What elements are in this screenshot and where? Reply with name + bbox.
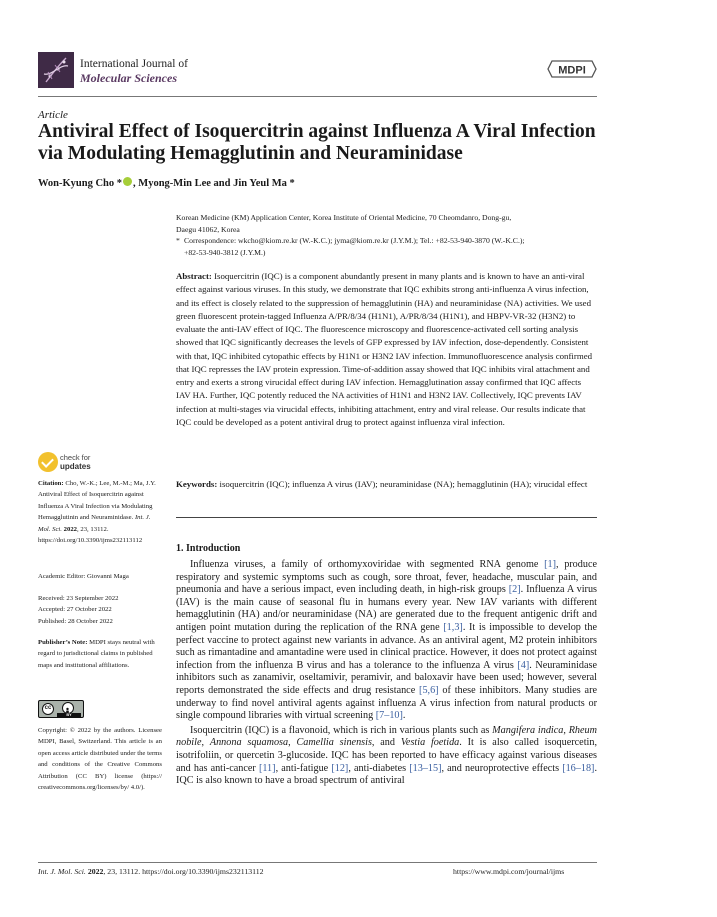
text-run: , produce respiratory and systemic symptoms such as cough, sore throat, fever, headache, muscular pain, and pneumonia and have a serious impact, even including death, in high-risk groups — [176, 559, 597, 596]
reference-link[interactable]: [7–10] — [375, 710, 403, 722]
author-list: Won-Kyung Cho * , Myong-Min Lee and Jin Yeul Ma * — [38, 178, 295, 189]
text-run: , — [288, 737, 297, 749]
keywords — [176, 478, 597, 491]
abstract — [176, 270, 597, 429]
species-name: Rheum nobile — [176, 724, 597, 749]
mdpi-logo-text: MDPI — [558, 64, 586, 77]
reference-link[interactable]: [16–18] — [562, 762, 595, 774]
text-run: , anti-fatigue — [275, 762, 332, 774]
text-run: , and neuroprotective effects — [441, 762, 563, 774]
correspondence — [176, 235, 596, 258]
footer-journal: Int. J. Mol. Sci. — [38, 867, 86, 876]
cc-by-license-icon[interactable] — [38, 700, 84, 718]
copyright-notice: Copyright: © 2022 by the authors. Licensee MDPI, Basel, Switzerland. This article is an open access article distributed under the terms and conditions of the Creative Commons Attribution (CC BY) license (https:// creativecommons.org/licenses/by/ 4.0/). — [38, 727, 162, 792]
text-run: of these inhibitors. Many studies are underway to find novel antiviral agents against influenza A virus infection from natural products or single compound libraries with virtual screening — [176, 684, 597, 722]
footer-divider — [38, 862, 597, 863]
reference-link[interactable]: [5,6] — [419, 684, 439, 696]
author-first: Won-Kyung Cho * — [38, 178, 123, 189]
species-name: Mangifera indica — [492, 724, 564, 736]
intro-paragraph-2 — [176, 725, 597, 788]
cc-icon: cc — [42, 703, 54, 715]
accepted-date: Accepted: 27 October 2022 — [38, 606, 112, 614]
academic-editor: Academic Editor: Giovanni Maga — [38, 573, 129, 580]
correspondence-line2: +82-53-940-3812 (J.Y.M.) — [184, 247, 266, 257]
text-run: , anti-diabetes — [348, 762, 410, 774]
species-name: Camellia sinensis — [296, 737, 372, 749]
abstract-label: Abstract: — [176, 271, 212, 281]
publisher-note-label: Publisher’s Note: — [38, 639, 88, 646]
text-run: . Influenza A virus (IAV) is the main cause of seasonal flu in humans every year. New IAV variants with different hemagglutinin (HA) and/or neuraminidase (NA) are generated due to the frequent antigenic drift and antigen point mutation during the replication of the RNA gene — [176, 584, 597, 633]
keywords-label: Keywords: — [176, 479, 218, 489]
by-label: BY — [57, 713, 81, 717]
mdpi-logo-icon — [546, 58, 598, 85]
citation-tail[interactable]: , 23, 13112. https://doi.org/10.3390/ijms232113112 — [38, 525, 143, 545]
text-run: Influenza viruses, a family of orthomyxoviridae with segmented RNA genome — [190, 559, 545, 570]
text-run: , and — [371, 737, 401, 749]
text-run: . It is impossible to develop the perfect vaccine to protect against new variants in advance. As an antiviral agent, M2 protein inhibitors such as rimantadine and amantadine were used in clinical practice. However, it does not protect against infection from the influenza B virus and has a tolerance to the influenza A virus — [176, 621, 597, 671]
affiliation-line1: Korean Medicine (KM) Application Center, Korea Institute of Oriental Medicine, 70 Cheomdanro, Dong-gu, — [176, 213, 512, 222]
keywords-text: isoquercitrin (IQC); influenza A virus (IAV); neuraminidase (NA); hemagglutinin (HA); virucidal effect — [219, 479, 588, 489]
correspondence-mark: * — [176, 236, 180, 246]
reference-link[interactable]: [4] — [517, 659, 530, 671]
article-title: Antiviral Effect of Isoquercitrin against Influenza A Viral Infection via Modulating Hemagglutinin and Neuraminidase — [38, 121, 596, 164]
footer-year: 2022 — [87, 867, 104, 876]
correspondence-line1: Correspondence: wkcho@kiom.re.kr (W.-K.C.); jyma@kiom.re.kr (J.Y.M.); Tel.: +82-53-940-3870 (W.-K.C.); — [184, 236, 525, 246]
affiliation-line2: Daegu 41062, Korea — [176, 224, 240, 234]
orcid-icon[interactable] — [123, 177, 132, 186]
sidebar-citation — [38, 478, 162, 546]
intro-paragraph-1 — [176, 559, 597, 723]
reference-link[interactable]: [2] — [508, 584, 521, 596]
journal-logo-icon — [38, 52, 74, 88]
species-name: Annona squamosa — [209, 737, 289, 749]
introduction-body — [176, 559, 597, 790]
text-run: , — [201, 737, 210, 749]
citation-text: Cho, W.-K.; Lee, M.-M.; Ma, J.Y. Antiviral Effect of Isoquercitrin against Influenza A Viral Infection via Modulating Hemagglutinin and Neuraminidase. — [38, 480, 156, 522]
reference-link[interactable]: [1,3] — [443, 621, 463, 633]
published-date: Published: 28 October 2022 — [38, 617, 113, 625]
text-run: , — [563, 724, 569, 736]
species-name: Vestia foetida — [400, 737, 460, 749]
check-line2: updates — [60, 461, 91, 471]
text-run: Isoquercitrin (IQC) is a flavonoid, which is rich in various plants such as — [190, 724, 493, 736]
affiliation-block — [176, 212, 596, 258]
check-for-updates-button[interactable] — [38, 452, 128, 474]
text-run: . — [402, 710, 406, 722]
text-run: . IQC is also known to have a broad spectrum of antiviral — [176, 762, 597, 787]
text-run: . It is also called isoquercetin, isotrifoliin, or quercetin 3-glucoside. IQC has been reported to have efficacy against various diseases and has anti-cancer — [176, 737, 598, 774]
header-divider — [38, 96, 597, 97]
footer-citation — [38, 867, 264, 876]
check-line1: check for — [60, 453, 91, 462]
sidebar-dates — [38, 593, 162, 627]
reference-link[interactable]: [13–15] — [409, 762, 442, 774]
abstract-divider — [176, 517, 597, 518]
article-type: Article — [38, 109, 68, 121]
author-rest: Myong-Min Lee and Jin Yeul Ma * — [138, 178, 295, 189]
publisher-note — [38, 637, 162, 671]
check-for-updates-label — [60, 454, 91, 471]
citation-label: Citation: — [38, 480, 64, 487]
publisher-note-text: MDPI stays neutral with regard to jurisdictional claims in published maps and institutional affiliations. — [38, 639, 155, 669]
journal-line2: Molecular Sciences — [80, 71, 177, 85]
footer-doi[interactable]: , 23, 13112. https://doi.org/10.3390/ijms232113112 — [103, 867, 264, 876]
journal-name — [80, 57, 188, 85]
abstract-text: Isoquercitrin (IQC) is a component abundantly present in many plants and is known to have an anti-viral effect against various viruses. In this study, we demonstrate that IQC exhibits strong anti-influenza A virus infection, and its effect is closely related to the suppression of hemagglutinin (HA) and neuraminidase (NA) activities. We used green fluorescent protein-tagged Influenza A/PR/8/34 (H1N1), A/PR/8/34 (H1N1), and HBPV-VR-32 (H3N2) to evaluate the anti-IAV effect of IQC. The fluorescence microscopy and fluorescence-activated cell sorting analysis showed that IQC significantly decreases the levels of GFP expressed by IAV infection, dose-dependently. Consistent with that, IQC inhibited cytopathic effects by H1N1 or H3N2 IAV infection. Immunofluorescence analysis confirmed that IQC represses the IAV protein expression. Time-of-addition assay showed that IQC inhibits viral attachment and entry and exerts a strong virucidal effect during IAV infection. Hemagglutination assay confirmed that IQC affects IAV HA. Further, IQC potently reduced the NA activities of H1N1 and H3N2 IAV. Collectively, IQC prevents IAV infection at multi-stages via virucidal effects, inhibiting attachment, entry and viral release. Our results indicate that IQC could be developed as a potent antiviral drug to protect against influenza viral infection. — [176, 271, 593, 427]
section-heading-introduction: 1. Introduction — [176, 543, 241, 554]
reference-link[interactable]: [12] — [331, 762, 349, 774]
checkmark-icon — [38, 452, 58, 472]
reference-link[interactable]: [1] — [544, 559, 556, 570]
citation-year: 2022 — [63, 525, 78, 533]
citation-journal: Int. J. Mol. Sci. — [38, 514, 151, 533]
reference-link[interactable]: [11] — [258, 762, 276, 774]
received-date: Received: 23 September 2022 — [38, 595, 119, 602]
text-run: . Neuraminidase inhibitors such as zanamivir, oseltamivir, peramivir, and baloxavir have been used; however, several reports demonstrated the side effects and drug resistance — [176, 659, 598, 696]
footer-journal-url[interactable]: https://www.mdpi.com/journal/ijms — [453, 867, 565, 876]
journal-line1: International Journal of — [80, 58, 188, 70]
